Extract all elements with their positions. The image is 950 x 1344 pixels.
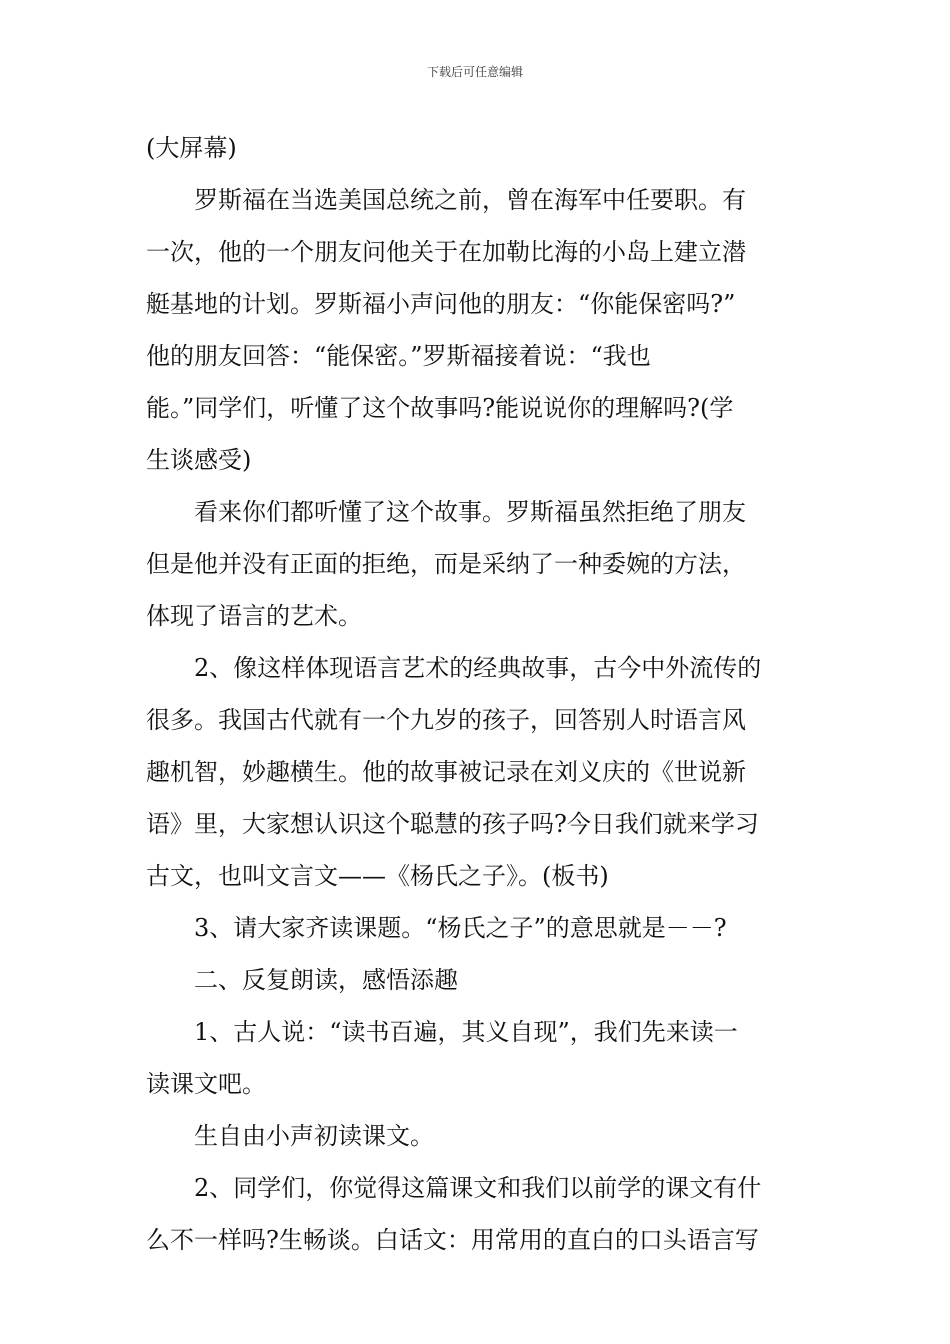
text-line: 一次，他的一个朋友问他关于在加勒比海的小岛上建立潜 <box>146 238 746 266</box>
paragraph-start-line: 2、像这样体现语言艺术的经典故事，古今中外流传的 <box>194 654 762 682</box>
text-line: 艇基地的计划。罗斯福小声问他的朋友：“你能保密吗?” <box>146 290 736 318</box>
paragraph-start-line: 看来你们都听懂了这个故事。罗斯福虽然拒绝了朋友 <box>194 498 746 526</box>
text-line: 他的朋友回答：“能保密。”罗斯福接着说：“我也 <box>146 342 651 370</box>
section-heading: 二、反复朗读，感悟添趣 <box>194 966 458 994</box>
document-body <box>146 122 806 1266</box>
text-line: 生谈感受) <box>146 446 252 474</box>
page-header: 下载后可任意编辑 <box>426 65 523 79</box>
text-line: 读课文吧。 <box>146 1070 266 1098</box>
text-line: 古文，也叫文言文——《杨氏之子》。(板书) <box>146 862 609 890</box>
text-line: 么不一样吗?生畅谈。白话文：用常用的直白的口头语言写 <box>146 1226 759 1254</box>
text-line: 体现了语言的艺术。 <box>146 602 362 630</box>
paragraph-start-line: 1、古人说：“读书百遍，其义自现”，我们先来读一 <box>194 1018 738 1046</box>
text-line: 趣机智，妙趣横生。他的故事被记录在刘义庆的《世说新 <box>146 758 746 786</box>
text-line: 语》里，大家想认识这个聪慧的孩子吗?今日我们就来学习 <box>146 810 759 838</box>
paragraph-start-line: 罗斯福在当选美国总统之前，曾在海军中任要职。有 <box>194 186 746 214</box>
paragraph-start-line: 2、同学们，你觉得这篇课文和我们以前学的课文有什 <box>194 1174 762 1202</box>
text-line: (大屏幕) <box>146 134 237 162</box>
paragraph-start-line: 生自由小声初读课文。 <box>194 1122 434 1150</box>
text-line: 很多。我国古代就有一个九岁的孩子，回答别人时语言风 <box>146 706 746 734</box>
paragraph-start-line: 3、请大家齐读课题。“杨氏之子”的意思就是－－? <box>194 914 727 942</box>
text-line: 能。”同学们，听懂了这个故事吗?能说说你的理解吗?(学 <box>146 394 734 422</box>
text-line: 但是他并没有正面的拒绝，而是采纳了一种委婉的方法， <box>146 550 746 578</box>
